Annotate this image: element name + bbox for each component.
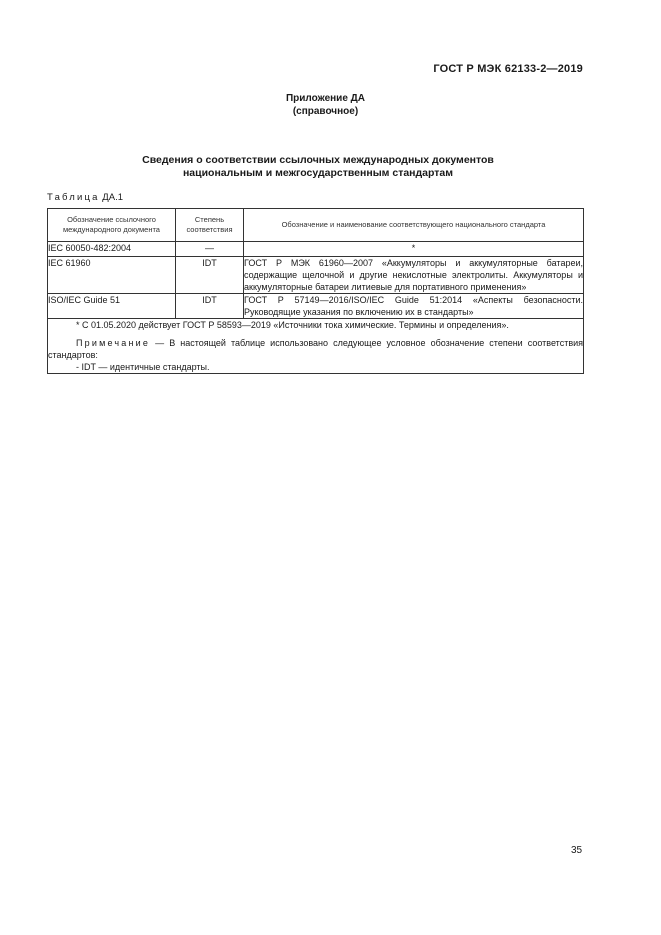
cell-document: IEC 60050-482:2004 bbox=[48, 242, 176, 257]
cell-degree: — bbox=[176, 242, 244, 257]
correspondence-table bbox=[47, 208, 584, 374]
table-row bbox=[48, 294, 584, 319]
cell-document: IEC 61960 bbox=[48, 257, 176, 294]
cell-degree: IDT bbox=[176, 294, 244, 319]
note-text: — В настоящей таблице использовано следующее условное обозначение степени соответствия стандартов: bbox=[48, 338, 583, 360]
table-label-word: Таблица bbox=[47, 192, 100, 203]
table-footnote: * С 01.05.2020 действует ГОСТ Р 58593—2019 «Источники тока химические. Термины и определения». bbox=[76, 320, 509, 330]
table-row bbox=[48, 257, 584, 294]
header-international-document: Обозначение ссылочного международного документа bbox=[48, 209, 176, 242]
section-title-line2: национальным и межгосударственным стандартам bbox=[182, 167, 454, 179]
cell-standard: * bbox=[244, 242, 584, 257]
appendix-heading bbox=[0, 92, 661, 118]
page-number: 35 bbox=[571, 845, 583, 856]
header-national-standard: Обозначение и наименование соответствующего национального стандарта bbox=[244, 209, 584, 242]
table-header-row bbox=[48, 209, 584, 242]
section-title-line1: Сведения о соответствии ссылочных международных документов bbox=[142, 154, 494, 166]
cell-document: ISO/IEC Guide 51 bbox=[48, 294, 176, 319]
note-item: - IDT — идентичные стандарты. bbox=[76, 362, 210, 372]
appendix-title: Приложение ДА bbox=[285, 93, 366, 104]
table-row bbox=[48, 242, 584, 257]
table-note bbox=[48, 337, 583, 361]
section-title bbox=[0, 154, 661, 180]
cell-standard: ГОСТ Р 57149—2016/ISO/IEC Guide 51:2014 «Аспекты безопасности. Руководящие указания по включению их в стандарты» bbox=[244, 295, 583, 317]
table-label-number: ДА.1 bbox=[102, 192, 123, 203]
table-notes bbox=[48, 319, 584, 374]
appendix-subtitle: (справочное) bbox=[292, 106, 359, 117]
note-label: Примечание bbox=[76, 338, 151, 348]
table-label bbox=[47, 192, 123, 203]
standard-code: ГОСТ Р МЭК 62133-2—2019 bbox=[433, 63, 583, 75]
cell-standard: ГОСТ Р МЭК 61960—2007 «Аккумуляторы и аккумуляторные батареи, содержащие щелочной и другие некислотные электролиты. Аккумуляторы и аккумуляторные батареи литиевые для портативного применения» bbox=[244, 258, 583, 292]
cell-degree: IDT bbox=[176, 257, 244, 294]
table-notes-row bbox=[48, 319, 584, 374]
header-degree: Степень соответствия bbox=[176, 209, 244, 242]
